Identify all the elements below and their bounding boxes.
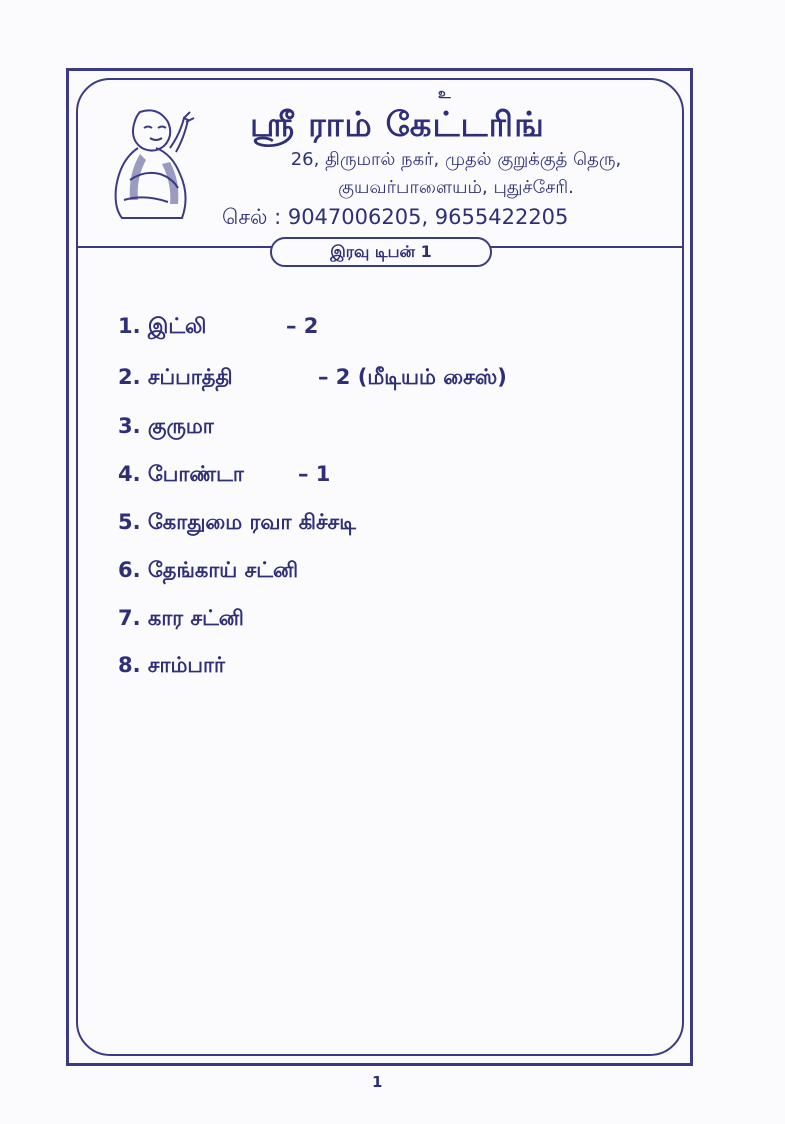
saint-portrait-icon [100, 104, 200, 224]
menu-item [118, 314, 319, 341]
address-line-2: குயவர்பாளையம், புதுச்சேரி. [338, 177, 574, 198]
menu-item-qty: – 2 [286, 314, 319, 338]
menu-item-label: 6. தேங்காய் சட்னி [118, 558, 299, 582]
menu-item [118, 558, 298, 585]
menu-item-label: 8. சாம்பார் [118, 653, 225, 677]
menu-item [118, 365, 507, 392]
menu-item [118, 653, 225, 680]
menu-item [118, 462, 331, 489]
menu-item [118, 606, 244, 633]
menu-item-label: 4. போண்டா [118, 462, 244, 486]
business-title: ஸ்ரீ ராம் கேட்டரிங் [250, 105, 545, 145]
address-line-1: 26, திருமால் நகர், முதல் குறுக்குத் தெரு, [290, 149, 622, 170]
phone-numbers: செல் : 9047006205, 9655422205 [222, 205, 569, 229]
page-number: 1 [372, 1073, 383, 1091]
menu-item-qty: – 1 [298, 462, 331, 486]
menu-item-label: 7. கார சட்னி [118, 606, 244, 630]
om-symbol: உ [438, 86, 451, 102]
menu-item-label: 5. கோதுமை ரவா கிச்சடி [118, 510, 356, 534]
menu-item-qty: – 2 (மீடியம் சைஸ்) [318, 365, 507, 389]
menu-item-label: 2. சப்பாத்தி [118, 365, 233, 389]
menu-item [118, 510, 356, 537]
menu-item-label: 1. இட்லி [118, 314, 207, 338]
menu-heading-badge: இரவு டிபன் 1 [270, 237, 492, 267]
menu-item [118, 414, 214, 441]
menu-item-label: 3. குருமா [118, 414, 214, 438]
